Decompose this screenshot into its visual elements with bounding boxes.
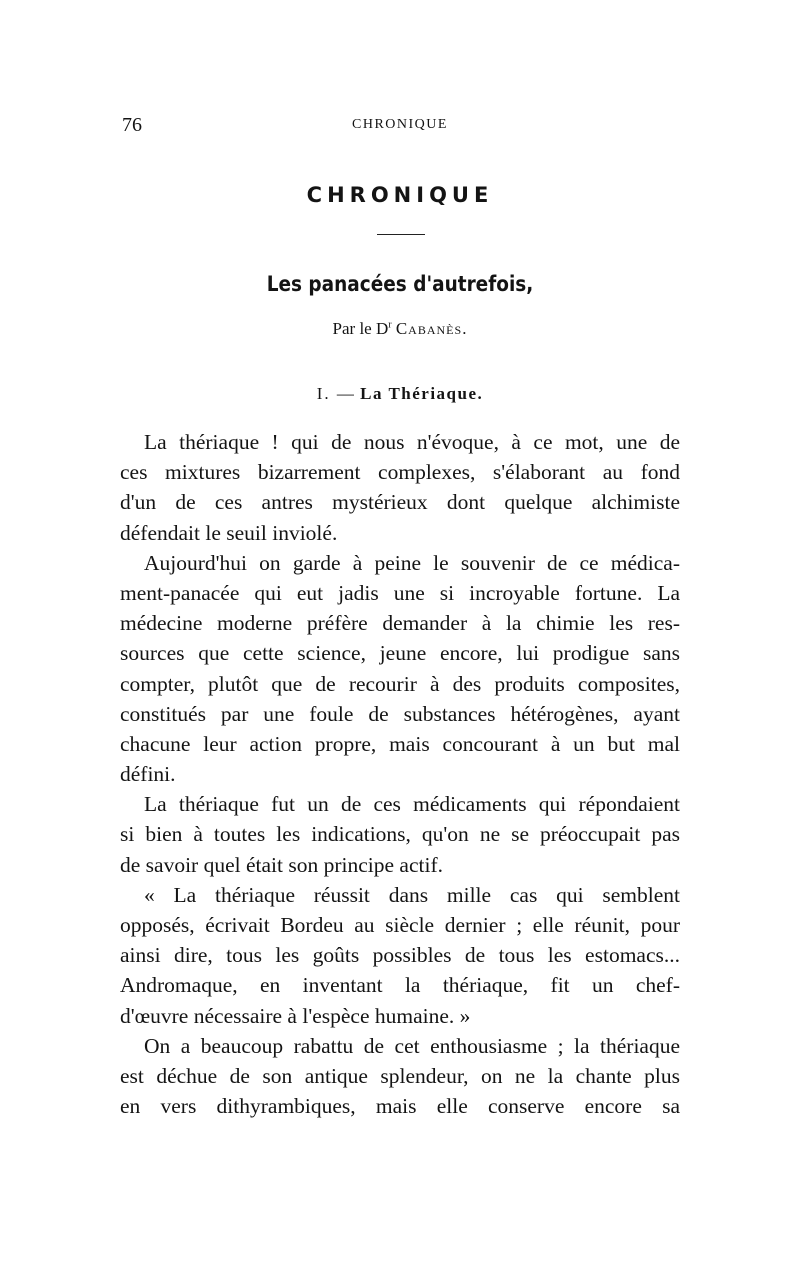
text-line: La thériaque ! qui de nous n'évoque, à ce mot, une de — [144, 430, 680, 454]
subheading-name: La Thériaque. — [360, 384, 484, 403]
running-head — [120, 114, 680, 138]
body-text — [120, 427, 680, 1121]
byline-superscript: r — [388, 319, 392, 331]
running-title: CHRONIQUE — [352, 117, 448, 132]
text-line: ment-panacée qui eut jadis une si incroyable fortune. La — [120, 580, 680, 605]
byline-author: Cabanès. — [395, 319, 468, 338]
text-line: On a beaucoup rabattu de cet enthousiasme ; la thériaque — [144, 1033, 680, 1058]
text-line: en vers dithyrambiques, mais elle conserve encore sa — [120, 1094, 680, 1119]
byline — [120, 319, 680, 339]
section-title: CHRONIQUE — [306, 183, 494, 207]
article-title: Les panacées d'autrefois, — [266, 272, 534, 296]
text-line: ainsi dire, tous les goûts possibles de tous les estomacs... — [120, 943, 680, 968]
text-line: est déchue de son antique splendeur, on ne la chante plus — [120, 1063, 680, 1088]
text-line: chacune leur action propre, mais concourant à un but mal — [120, 731, 680, 756]
title-rule-divider — [377, 234, 425, 235]
text-line: constitués par une foule de substances hétérogènes, ayant — [120, 701, 680, 726]
text-line: sources que cette science, jeune encore, lui prodigue sans — [120, 641, 680, 666]
text-line: ces mixtures bizarrement complexes, s'élaborant au fond — [120, 460, 680, 485]
text-line: Aujourd'hui on garde à peine le souvenir de ce médica- — [144, 550, 680, 575]
subheading — [120, 384, 680, 404]
text-line: opposés, écrivait Bordeu au siècle dernier ; elle réunit, pour — [120, 913, 680, 937]
text-line: médecine moderne préfère demander à la chimie les res- — [120, 611, 680, 636]
text-line: de savoir quel était son principe actif. — [120, 852, 443, 877]
text-line: Andromaque, en inventant la thériaque, fit un chef- — [120, 973, 680, 998]
text-line: La thériaque fut un de ces médicaments qui répondaient — [144, 792, 680, 817]
text-line: compter, plutôt que de recourir à des produits composites, — [120, 671, 680, 696]
text-line: d'un de ces antres mystérieux dont quelque alchimiste — [120, 490, 680, 515]
text-line: d'œuvre nécessaire à l'espèce humaine. » — [120, 1003, 471, 1028]
text-line: « La thériaque réussit dans mille cas qui semblent — [144, 882, 680, 907]
text-line: défendait le seuil inviolé. — [120, 520, 338, 545]
text-line: si bien à toutes les indications, qu'on ne se préoccupait pas — [120, 822, 680, 847]
text-line: défini. — [120, 762, 176, 787]
subheading-number: I. — — [316, 384, 356, 403]
page-number: 76 — [122, 114, 142, 136]
byline-prefix: Par le D — [332, 319, 389, 338]
